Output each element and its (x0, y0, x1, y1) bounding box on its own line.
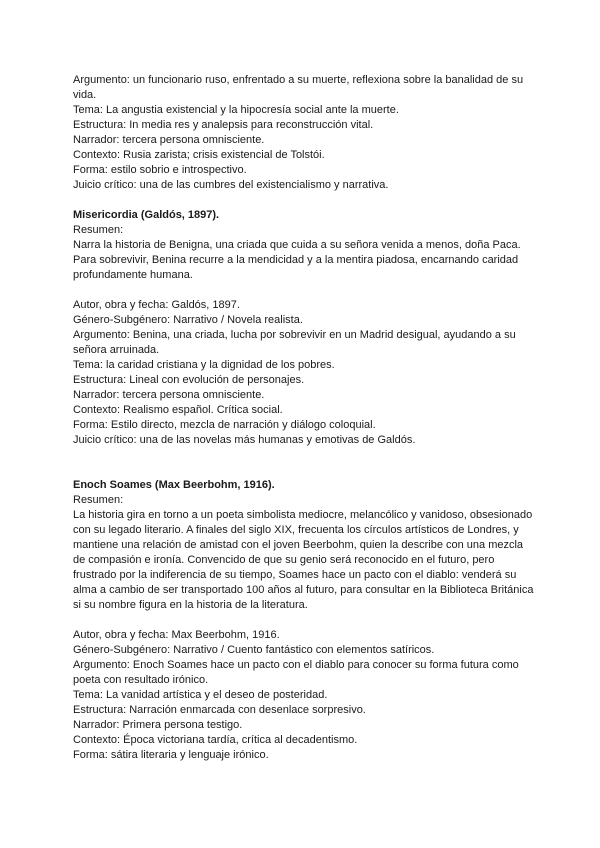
enoch-line-contexto: Contexto: Época victoriana tardía, crítica al decadentismo. (73, 734, 358, 746)
enoch-resumen-label: Resumen: (73, 494, 124, 506)
misericordia-line-tema: Tema: la caridad cristiana y la dignidad de los pobres. (73, 359, 335, 371)
analysis-line-juicio: Juicio crítico: una de las cumbres del existencialismo y narrativa. (73, 179, 389, 191)
misericordia-line-forma: Forma: Estilo directo, mezcla de narración y diálogo coloquial. (73, 419, 376, 431)
analysis-line-tema: Tema: La angustia existencial y la hipocresía social ante la muerte. (73, 104, 399, 116)
section-enoch-soames (73, 478, 535, 763)
misericordia-title: Misericordia (Galdós, 1897). (73, 209, 220, 221)
analysis-line-forma: Forma: estilo sobrio e introspectivo. (73, 164, 247, 176)
analysis-line-narrador: Narrador: tercera persona omnisciente. (73, 134, 265, 146)
enoch-line-genero: Género-Subgénero: Narrativo / Cuento fantástico con elementos satíricos. (73, 644, 435, 656)
misericordia-line-juicio: Juicio crítico: una de las novelas más humanas y emotivas de Galdós. (73, 434, 416, 446)
analysis-line-argumento: Argumento: un funcionario ruso, enfrentado a su muerte, reflexiona sobre la banalidad de su vida. (73, 74, 524, 101)
document-page (73, 73, 535, 763)
section-tolstoi-analysis (73, 73, 535, 193)
analysis-line-contexto: Contexto: Rusia zarista; crisis existencial de Tolstói. (73, 149, 325, 161)
misericordia-line-estructura: Estructura: Lineal con evolución de personajes. (73, 374, 305, 386)
analysis-line-estructura: Estructura: In media res y analepsis para reconstrucción vital. (73, 119, 374, 131)
misericordia-line-narrador: Narrador: tercera persona omnisciente. (73, 389, 265, 401)
enoch-resumen: La historia gira en torno a un poeta simbolista mediocre, melancólico y vanidoso, obsesionado con su legado literario. A finales del siglo XIX, frecuenta los círculos artísticos de Londres, y mantiene una relación de amistad con el joven Beerbohm, quien la describe con una mezcla de compasión e ironía. Convencido de que su genio será reconocido en el futuro, pero frustrado por la indiferencia de su tiempo, Soames hace un pacto con el diablo: venderá su alma a cambio de ser transportado 100 años al futuro, para consultar en la Biblioteca Británica si su nombre figura en la historia de la literatura. (73, 509, 534, 611)
misericordia-line-genero: Género-Subgénero: Narrativo / Novela realista. (73, 314, 303, 326)
enoch-line-forma: Forma: sátira literaria y lenguaje irónico. (73, 749, 269, 761)
misericordia-line-argumento: Argumento: Benina, una criada, lucha por sobrevivir en un Madrid desigual, ayudando a su señora arruinada. (73, 329, 516, 356)
enoch-title: Enoch Soames (Max Beerbohm, 1916). (73, 479, 275, 491)
enoch-line-autor: Autor, obra y fecha: Max Beerbohm, 1916. (73, 629, 280, 641)
misericordia-line-contexto: Contexto: Realismo español. Crítica social. (73, 404, 283, 416)
enoch-line-narrador: Narrador: Primera persona testigo. (73, 719, 243, 731)
enoch-line-tema: Tema: La vanidad artística y el deseo de posteridad. (73, 689, 328, 701)
misericordia-line-autor: Autor, obra y fecha: Galdós, 1897. (73, 299, 240, 311)
section-misericordia (73, 208, 535, 448)
misericordia-resumen: Narra la historia de Benigna, una criada que cuida a su señora venida a menos, doña Paca. Para sobrevivir, Benina recurre a la mendicidad y a la mentira piadosa, encarnando caridad profundamente humana. (73, 239, 521, 281)
enoch-line-estructura: Estructura: Narración enmarcada con desenlace sorpresivo. (73, 704, 366, 716)
enoch-line-argumento: Argumento: Enoch Soames hace un pacto con el diablo para conocer su forma futura como poeta con resultado irónico. (73, 659, 519, 686)
misericordia-resumen-label: Resumen: (73, 224, 124, 236)
